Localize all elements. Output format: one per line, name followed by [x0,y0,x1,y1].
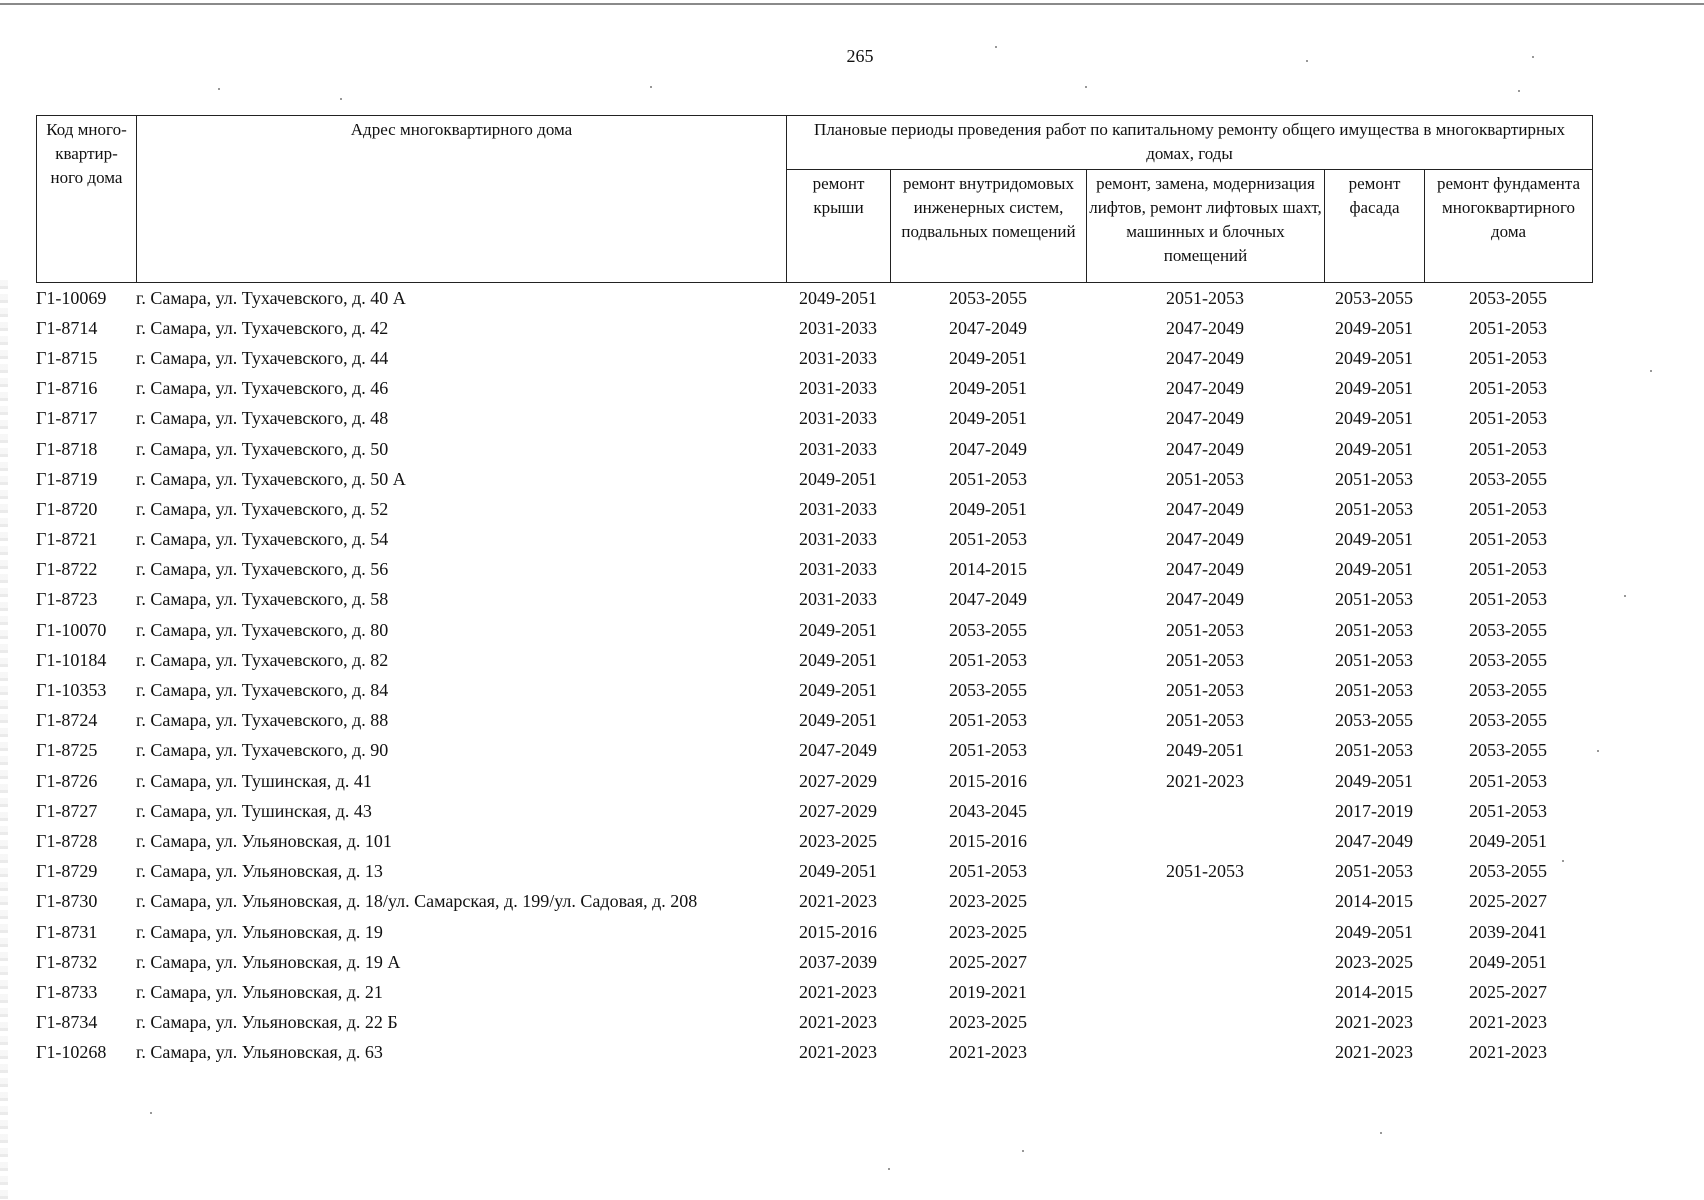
cell-roof: 2049-2051 [799,861,877,882]
cell-code: Г1-10184 [36,649,107,670]
cell-facade: 2053-2055 [1335,710,1413,731]
cell-address: г. Самара, ул. Ульяновская, д. 13 [136,861,383,882]
cell-foundation: 2021-2023 [1469,1042,1547,1063]
cell-facade: 2051-2053 [1335,740,1413,761]
cell-code: Г1-8731 [36,921,98,942]
cell-lifts: 2047-2049 [1166,589,1244,610]
cell-address: г. Самара, ул. Тухачевского, д. 46 [136,378,389,399]
cell-roof: 2031-2033 [799,559,877,580]
cell-foundation: 2053-2055 [1469,740,1547,761]
cell-lifts [1086,1008,1324,1038]
cell-lifts: 2047-2049 [1166,529,1244,550]
cell-systems: 2021-2023 [949,1042,1027,1063]
table-row [36,857,1592,887]
cell-facade: 2049-2051 [1335,317,1413,338]
table-row [36,796,1592,826]
scan-speck [995,46,997,48]
cell-systems: 2015-2016 [949,830,1027,851]
table-row [36,464,1592,494]
cell-facade: 2051-2053 [1335,619,1413,640]
cell-facade: 2049-2051 [1335,378,1413,399]
cell-roof: 2031-2033 [799,317,877,338]
cell-facade: 2049-2051 [1335,529,1413,550]
cell-address: г. Самара, ул. Тушинская, д. 41 [136,770,372,791]
cell-address: г. Самара, ул. Ульяновская, д. 22 Б [136,1012,398,1033]
capital-repair-schedule [36,115,1592,1068]
cell-systems: 2023-2025 [949,1012,1027,1033]
cell-facade: 2053-2055 [1335,287,1413,308]
cell-systems: 2053-2055 [949,680,1027,701]
table-row [36,675,1592,705]
cell-foundation: 2051-2053 [1469,347,1547,368]
cell-foundation: 2053-2055 [1469,468,1547,489]
cell-address: г. Самара, ул. Тухачевского, д. 50 А [136,468,406,489]
table-row [36,555,1592,585]
cell-facade: 2049-2051 [1335,559,1413,580]
cell-lifts: 2051-2053 [1166,861,1244,882]
scan-left-edge [0,280,8,1200]
cell-lifts: 2047-2049 [1166,378,1244,399]
cell-code: Г1-8715 [36,347,98,368]
cell-address: г. Самара, ул. Тухачевского, д. 50 [136,438,389,459]
cell-facade: 2051-2053 [1335,589,1413,610]
cell-foundation: 2051-2053 [1469,770,1547,791]
cell-foundation: 2053-2055 [1469,710,1547,731]
cell-facade: 2051-2053 [1335,680,1413,701]
cell-foundation: 2049-2051 [1469,830,1547,851]
cell-address: г. Самара, ул. Тухачевского, д. 82 [136,649,389,670]
cell-code: Г1-8732 [36,951,98,972]
cell-address: г. Самара, ул. Ульяновская, д. 63 [136,1042,383,1063]
header-systems: ремонт внутридомовых инженерных систем, подвальных помещений [891,169,1087,282]
table-row [36,826,1592,856]
table-row [36,1038,1592,1068]
cell-code: Г1-8727 [36,800,98,821]
cell-roof: 2023-2025 [799,830,877,851]
cell-systems: 2051-2053 [949,861,1027,882]
cell-code: Г1-8716 [36,378,98,399]
cell-code: Г1-8733 [36,981,98,1002]
header-lifts: ремонт, замена, модернизация лифтов, ремонт лифтовых шахт, машинных и блочных помещений [1087,169,1325,282]
scan-speck [1597,750,1599,752]
scan-speck [1306,60,1308,62]
header-periods-group: Плановые периоды проведения работ по капитальному ремонту общего имущества в многоквартирных домах, годы [787,116,1593,170]
cell-code: Г1-8720 [36,498,98,519]
cell-roof: 2031-2033 [799,589,877,610]
cell-code: Г1-8723 [36,589,98,610]
cell-code: Г1-8722 [36,559,98,580]
cell-foundation: 2025-2027 [1469,891,1547,912]
cell-lifts: 2051-2053 [1166,649,1244,670]
cell-address: г. Самара, ул. Тухачевского, д. 58 [136,589,389,610]
cell-address: г. Самара, ул. Тухачевского, д. 90 [136,740,389,761]
table-row [36,525,1592,555]
cell-lifts: 2047-2049 [1166,498,1244,519]
cell-systems: 2043-2045 [949,800,1027,821]
cell-roof: 2031-2033 [799,347,877,368]
cell-code: Г1-10070 [36,619,107,640]
cell-systems: 2053-2055 [949,287,1027,308]
cell-address: г. Самара, ул. Тухачевского, д. 56 [136,559,389,580]
cell-address: г. Самара, ул. Тухачевского, д. 42 [136,317,389,338]
cell-code: Г1-8719 [36,468,98,489]
scan-speck [1650,370,1652,372]
cell-lifts [1086,826,1324,856]
cell-systems: 2051-2053 [949,740,1027,761]
cell-roof: 2031-2033 [799,438,877,459]
scan-speck [1085,86,1087,88]
cell-systems: 2051-2053 [949,529,1027,550]
cell-systems: 2019-2021 [949,981,1027,1002]
table-row [36,404,1592,434]
cell-code: Г1-8726 [36,770,98,791]
scan-speck [218,88,220,90]
cell-address: г. Самара, ул. Тухачевского, д. 88 [136,710,389,731]
cell-foundation: 2051-2053 [1469,800,1547,821]
cell-facade: 2051-2053 [1335,861,1413,882]
header-address: Адрес многоквартирного дома [137,116,787,283]
cell-address: г. Самара, ул. Тухачевского, д. 44 [136,347,389,368]
table-row [36,766,1592,796]
cell-foundation: 2053-2055 [1469,619,1547,640]
cell-code: Г1-10353 [36,680,107,701]
cell-roof: 2049-2051 [799,619,877,640]
cell-lifts [1086,977,1324,1007]
cell-code: Г1-8714 [36,317,98,338]
cell-foundation: 2051-2053 [1469,438,1547,459]
cell-roof: 2021-2023 [799,981,877,1002]
cell-facade: 2049-2051 [1335,770,1413,791]
cell-facade: 2021-2023 [1335,1012,1413,1033]
cell-facade: 2051-2053 [1335,649,1413,670]
cell-foundation: 2025-2027 [1469,981,1547,1002]
table-row [36,283,1592,313]
cell-facade: 2014-2015 [1335,891,1413,912]
table-row [36,343,1592,373]
table-row [36,313,1592,343]
cell-systems: 2051-2053 [949,649,1027,670]
cell-lifts [1086,917,1324,947]
cell-roof: 2049-2051 [799,649,877,670]
cell-address: г. Самара, ул. Ульяновская, д. 18/ул. Самарская, д. 199/ул. Садовая, д. 208 [136,891,698,912]
scan-speck [888,1168,890,1170]
cell-systems: 2049-2051 [949,408,1027,429]
table-row [36,1008,1592,1038]
cell-roof: 2049-2051 [799,287,877,308]
table-row [36,917,1592,947]
cell-roof: 2031-2033 [799,378,877,399]
table-row [36,977,1592,1007]
cell-code: Г1-10268 [36,1042,107,1063]
table-row [36,947,1592,977]
cell-lifts: 2051-2053 [1166,619,1244,640]
cell-address: г. Самара, ул. Ульяновская, д. 19 А [136,951,401,972]
cell-systems: 2049-2051 [949,378,1027,399]
page-number: 265 [846,46,874,66]
cell-code: Г1-8721 [36,529,98,550]
cell-facade: 2051-2053 [1335,468,1413,489]
cell-code: Г1-8728 [36,830,98,851]
cell-address: г. Самара, ул. Тухачевского, д. 80 [136,619,389,640]
cell-lifts: 2049-2051 [1166,740,1244,761]
cell-lifts [1086,1038,1324,1068]
cell-facade: 2049-2051 [1335,347,1413,368]
cell-foundation: 2051-2053 [1469,317,1547,338]
cell-foundation: 2051-2053 [1469,498,1547,519]
cell-foundation: 2051-2053 [1469,589,1547,610]
cell-lifts [1086,796,1324,826]
cell-lifts: 2047-2049 [1166,408,1244,429]
cell-facade: 2049-2051 [1335,438,1413,459]
header-foundation: ремонт фундамента многоквартирного дома [1425,169,1593,282]
cell-address: г. Самара, ул. Ульяновская, д. 21 [136,981,383,1002]
cell-roof: 2021-2023 [799,891,877,912]
cell-facade: 2014-2015 [1335,981,1413,1002]
cell-roof: 2031-2033 [799,529,877,550]
cell-code: Г1-8718 [36,438,98,459]
cell-facade: 2049-2051 [1335,408,1413,429]
cell-foundation: 2039-2041 [1469,921,1547,942]
cell-lifts: 2047-2049 [1166,438,1244,459]
cell-systems: 2014-2015 [949,559,1027,580]
cell-facade: 2017-2019 [1335,800,1413,821]
scan-speck [650,86,652,88]
cell-systems: 2025-2027 [949,951,1027,972]
cell-code: Г1-8717 [36,408,98,429]
header-code: Код много-квартир-ного дома [37,116,137,283]
cell-lifts: 2051-2053 [1166,287,1244,308]
cell-foundation: 2051-2053 [1469,559,1547,580]
table-row [36,887,1592,917]
cell-systems: 2047-2049 [949,589,1027,610]
cell-foundation: 2051-2053 [1469,408,1547,429]
cell-facade: 2023-2025 [1335,951,1413,972]
cell-facade: 2051-2053 [1335,498,1413,519]
cell-lifts: 2051-2053 [1166,680,1244,701]
cell-roof: 2037-2039 [799,951,877,972]
cell-facade: 2047-2049 [1335,830,1413,851]
cell-systems: 2047-2049 [949,317,1027,338]
cell-lifts: 2047-2049 [1166,347,1244,368]
cell-roof: 2049-2051 [799,680,877,701]
table-body [36,283,1592,1068]
table-row [36,736,1592,766]
cell-roof: 2027-2029 [799,800,877,821]
cell-lifts: 2047-2049 [1166,317,1244,338]
cell-address: г. Самара, ул. Тухачевского, д. 48 [136,408,389,429]
table-row [36,434,1592,464]
scan-top-rule [0,3,1704,5]
cell-roof: 2049-2051 [799,710,877,731]
cell-systems: 2023-2025 [949,921,1027,942]
cell-roof: 2047-2049 [799,740,877,761]
cell-foundation: 2051-2053 [1469,378,1547,399]
header-roof: ремонт крыши [787,169,891,282]
table-header [36,115,1593,283]
cell-systems: 2049-2051 [949,498,1027,519]
table-row [36,374,1592,404]
scan-speck [1022,1150,1024,1152]
cell-facade: 2021-2023 [1335,1042,1413,1063]
cell-roof: 2031-2033 [799,408,877,429]
table-row [36,615,1592,645]
cell-lifts: 2051-2053 [1166,468,1244,489]
cell-foundation: 2051-2053 [1469,529,1547,550]
cell-systems: 2049-2051 [949,347,1027,368]
cell-systems: 2023-2025 [949,891,1027,912]
cell-lifts: 2047-2049 [1166,559,1244,580]
cell-roof: 2031-2033 [799,498,877,519]
scan-speck [1562,860,1564,862]
cell-roof: 2015-2016 [799,921,877,942]
scan-speck [1518,90,1520,92]
scan-speck [1380,1132,1382,1134]
cell-foundation: 2049-2051 [1469,951,1547,972]
table-row [36,585,1592,615]
cell-foundation: 2053-2055 [1469,649,1547,670]
cell-roof: 2049-2051 [799,468,877,489]
cell-address: г. Самара, ул. Тухачевского, д. 54 [136,529,389,550]
cell-systems: 2053-2055 [949,619,1027,640]
cell-code: Г1-8725 [36,740,98,761]
cell-roof: 2027-2029 [799,770,877,791]
cell-foundation: 2053-2055 [1469,680,1547,701]
cell-address: г. Самара, ул. Тухачевского, д. 52 [136,498,389,519]
cell-lifts [1086,887,1324,917]
cell-facade: 2049-2051 [1335,921,1413,942]
cell-code: Г1-8734 [36,1012,98,1033]
cell-address: г. Самара, ул. Ульяновская, д. 19 [136,921,383,942]
table-row [36,706,1592,736]
cell-address: г. Самара, ул. Тушинская, д. 43 [136,800,372,821]
scan-speck [1532,56,1534,58]
cell-address: г. Самара, ул. Ульяновская, д. 101 [136,830,392,851]
cell-address: г. Самара, ул. Тухачевского, д. 84 [136,680,389,701]
cell-code: Г1-10069 [36,287,107,308]
cell-foundation: 2053-2055 [1469,287,1547,308]
cell-code: Г1-8729 [36,861,98,882]
cell-systems: 2051-2053 [949,710,1027,731]
scan-speck [150,1112,152,1114]
cell-roof: 2021-2023 [799,1012,877,1033]
cell-lifts: 2021-2023 [1166,770,1244,791]
scan-speck [340,98,342,100]
cell-lifts: 2051-2053 [1166,710,1244,731]
cell-address: г. Самара, ул. Тухачевского, д. 40 А [136,287,406,308]
cell-systems: 2015-2016 [949,770,1027,791]
cell-lifts [1086,947,1324,977]
table-row [36,645,1592,675]
table-row [36,494,1592,524]
cell-foundation: 2021-2023 [1469,1012,1547,1033]
cell-foundation: 2053-2055 [1469,861,1547,882]
cell-code: Г1-8730 [36,891,98,912]
cell-systems: 2051-2053 [949,468,1027,489]
header-facade: ремонт фасада [1325,169,1425,282]
cell-code: Г1-8724 [36,710,98,731]
scan-speck [1624,595,1626,597]
cell-systems: 2047-2049 [949,438,1027,459]
cell-roof: 2021-2023 [799,1042,877,1063]
